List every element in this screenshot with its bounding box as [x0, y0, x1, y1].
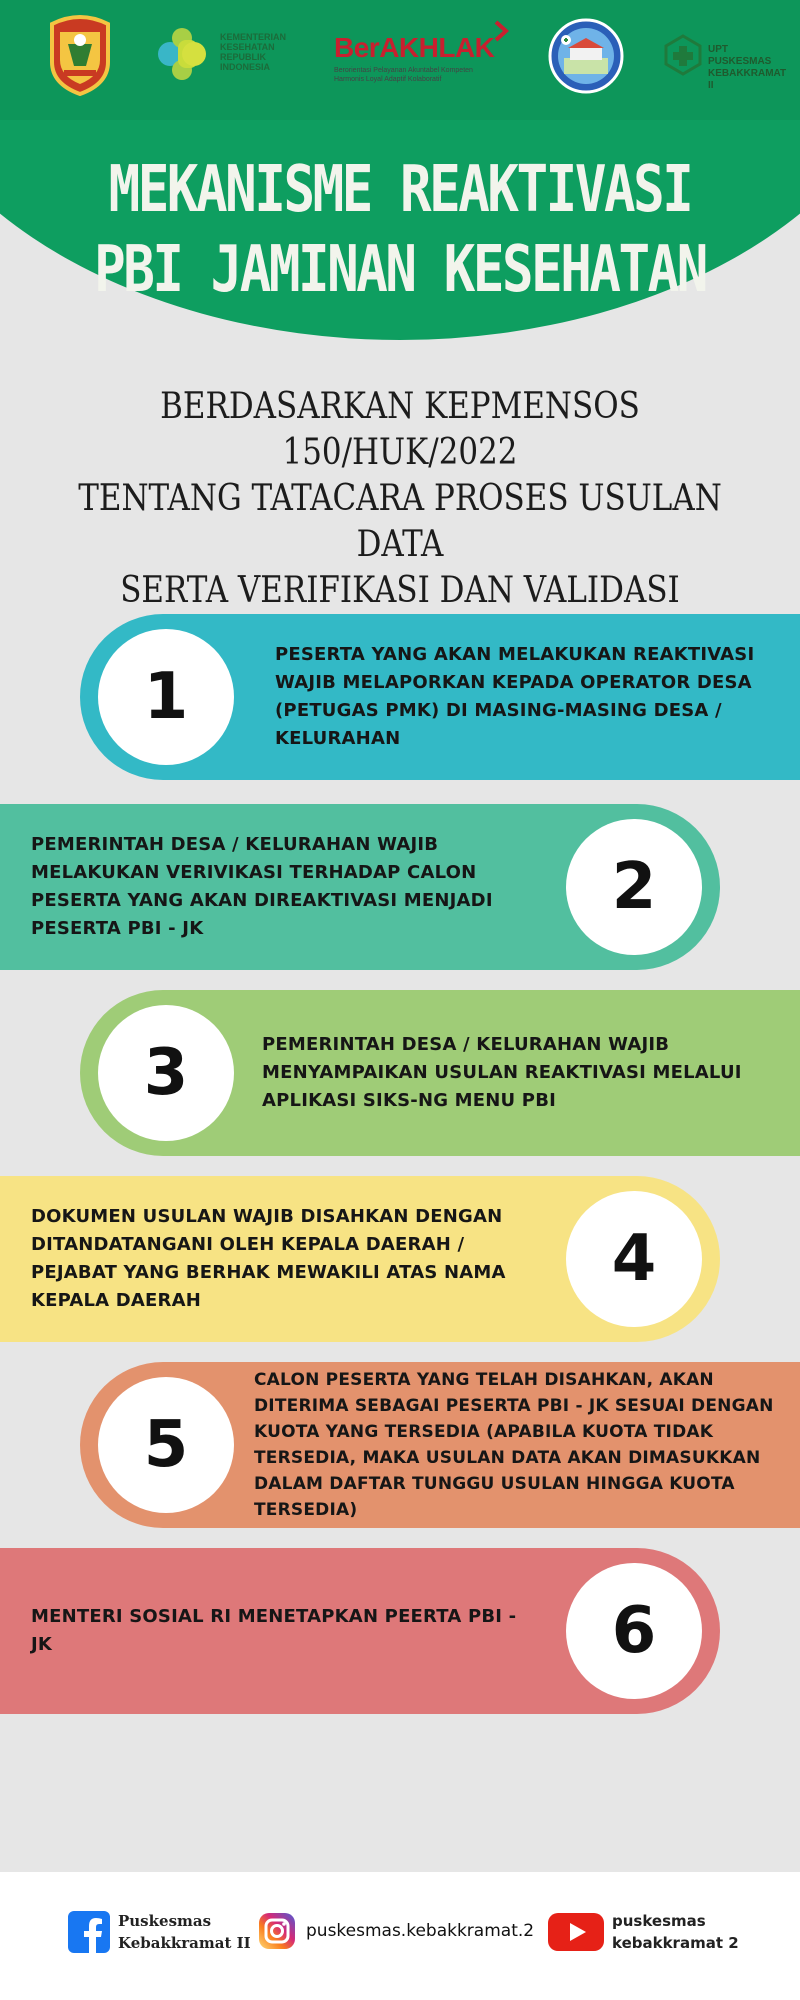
ministry-line-4: INDONESIA	[220, 62, 271, 72]
kemenkes-logo	[150, 22, 300, 92]
step-5-card	[80, 1362, 800, 1528]
subtitle-line-3: SERTA VERIFIKASI DAN VALIDASI	[120, 570, 680, 611]
step-1-number: 1	[98, 629, 234, 765]
step-2-number: 2	[566, 819, 702, 955]
youtube-link[interactable]	[548, 1910, 739, 1954]
step-5-text: CALON PESERTA YANG TELAH DISAHKAN, AKAN DITERIMA SEBAGAI PESERTA PBI - JK SESUAI DENGAN KUOTA YANG TERSEDIA (APABILA KUOTA TIDAK TERSEDIA, MAKA USULAN DATA AKAN DIMASUKKAN DALAM DAFTAR TUNGGU USULAN HINGGA KUOTA TERSEDIA)	[254, 1370, 774, 1520]
step-3-number: 3	[98, 1005, 234, 1141]
step-1-text: PESERTA YANG AKAN MELAKUKAN REAKTIVASI WAJIB MELAPORKAN KEPADA OPERATOR DESA (PETUGAS PMK) DI MASING-MASING DESA / KELURAHAN	[275, 644, 755, 749]
youtube-name-line-1: puskesmas	[612, 1912, 706, 1930]
step-1-card	[80, 614, 800, 780]
upt-puskesmas-logo	[662, 34, 787, 91]
facebook-name-line-1: Puskesmas	[118, 1912, 212, 1930]
subtitle-line-1: BERDASARKAN KEPMENSOS 150/HUK/2022	[160, 386, 640, 473]
youtube-icon	[548, 1911, 604, 1953]
berakhlak-title: BerAKHLAK	[334, 32, 495, 63]
step-5-number: 5	[98, 1377, 234, 1513]
step-6-card	[0, 1548, 720, 1714]
step-3-text: PEMERINTAH DESA / KELURAHAN WAJIB MENYAMPAIKAN USULAN REAKTIVASI MELALUI APLIKASI SIKS-NG MENU PBI	[262, 1034, 742, 1111]
title-line-1: MEKANISME REAKTIVASI	[108, 153, 692, 227]
facebook-icon	[68, 1911, 110, 1953]
page-title	[72, 150, 728, 310]
health-cross-icon	[662, 34, 704, 76]
ministry-line-2: KESEHATAN	[220, 42, 275, 52]
subtitle-line-2: TENTANG TATACARA PROSES USULAN DATA	[78, 478, 722, 565]
title-line-2: PBI JAMINAN KESEHATAN	[94, 233, 706, 307]
upt-line-2: KEBAKKRAMAT II	[708, 68, 787, 91]
step-6-text: MENTERI SOSIAL RI MENETAPKAN PEERTA PBI - JK	[31, 1606, 517, 1655]
kemenkes-mark-icon	[150, 22, 214, 86]
instagram-link[interactable]	[256, 1910, 534, 1952]
step-2-card	[0, 804, 720, 970]
berakhlak-tagline-1: Berorientasi Pelayanan Akuntabel Kompeten	[334, 67, 473, 74]
logo-row	[0, 14, 800, 104]
ministry-line-1: KEMENTERIAN	[220, 32, 287, 42]
berakhlak-tagline-2: Harmonis Loyal Adaptif Kolaboratif	[334, 76, 442, 83]
upt-line-1: UPT PUSKESMAS	[708, 44, 772, 67]
facebook-link[interactable]	[68, 1910, 251, 1954]
instagram-handle: puskesmas.kebakkramat.2	[306, 1921, 535, 1941]
youtube-name-line-2: kebakkramat 2	[612, 1934, 739, 1952]
step-4-text: DOKUMEN USULAN WAJIB DISAHKAN DENGAN DITANDATANGANI OLEH KEPALA DAERAH / PEJABAT YANG BERHAK MEWAKILI ATAS NAMA KEPALA DAERAH	[31, 1206, 506, 1311]
step-6-number: 6	[566, 1563, 702, 1699]
chevron-right-icon	[494, 20, 510, 42]
page-subtitle	[56, 384, 744, 614]
step-4-card	[0, 1176, 720, 1342]
footer	[0, 1872, 800, 2000]
facebook-name-line-2: Kebakkramat II	[118, 1934, 251, 1952]
instagram-icon	[256, 1910, 298, 1952]
step-4-number: 4	[566, 1191, 702, 1327]
berakhlak-logo	[334, 20, 514, 90]
ministry-line-3: REPUBLIK	[220, 52, 267, 62]
step-2-text: PEMERINTAH DESA / KELURAHAN WAJIB MELAKUKAN VERIVIKASI TERHADAP CALON PESERTA YANG AKAN DIREAKTIVASI MENJADI PESERTA PBI - JK	[31, 834, 493, 939]
regency-emblem-logo	[46, 14, 114, 96]
step-3-card	[80, 990, 800, 1156]
puskesmas-badge-logo	[548, 18, 624, 94]
